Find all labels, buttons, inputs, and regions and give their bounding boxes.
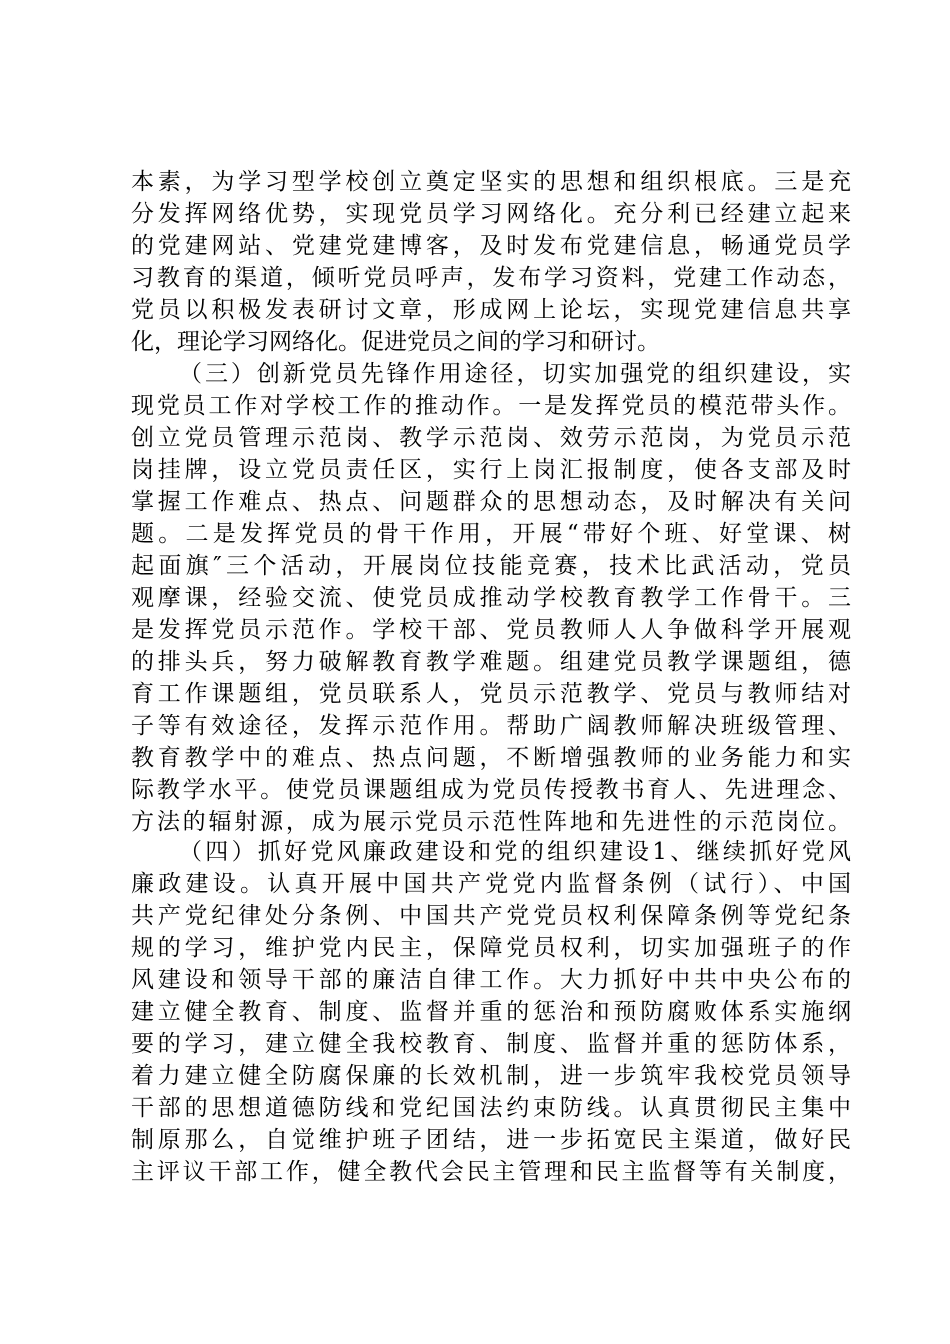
text-line: 廉政建设。认真开展中国共产党党内监督条例（试行）、中国	[131, 871, 851, 897]
text-line: 干部的思想道德防线和党纪国法约束防线。认真贯彻民主集中	[131, 1095, 851, 1121]
text-line: 际教学水平。使党员课题组成为党员传授教书育人、先进理念、	[131, 777, 851, 803]
text-line: 育工作课题组，党员联系人，党员示范教学、党员与教师结对	[131, 681, 851, 707]
text-line: 党员以积极发表研讨文章，形成网上论坛，实现党建信息共享	[131, 297, 851, 323]
text-line: 掌握工作难点、热点、问题群众的思想动态，及时解决有关问	[131, 489, 851, 515]
paragraph-block-1	[131, 166, 851, 838]
text-line: 题。二是发挥党员的骨干作用，开展“带好个班、好堂课、树	[131, 521, 851, 547]
text-line: 现党员工作对学校工作的推动作。一是发挥党员的模范带头作。	[131, 393, 851, 419]
text-line: 子等有效途径，发挥示范作用。帮助广阔教师解决班级管理、	[131, 713, 851, 739]
text-line: 化，理论学习网络化。促进党员之间的学习和研讨。	[131, 329, 660, 355]
text-line: 方法的辐射源，成为展示党员示范性阵地和先进性的示范岗位。	[131, 809, 851, 835]
text-line: 主评议干部工作，健全教代会民主管理和民主监督等有关制度，	[131, 1159, 851, 1185]
text-line: 本素，为学习型学校创立奠定坚实的思想和组织根底。三是充	[131, 169, 851, 195]
paragraph-block-2	[131, 836, 851, 1188]
text-line: 风建设和领导干部的廉洁自律工作。大力抓好中共中央公布的	[131, 967, 851, 993]
text-line: 规的学习，维护党内民主，保障党员权利，切实加强班子的作	[131, 935, 851, 961]
text-line: 岗挂牌，设立党员责任区，实行上岗汇报制度，使各支部及时	[131, 457, 851, 483]
text-line: 习教育的渠道，倾听党员呼声，发布学习资料，党建工作动态，	[131, 265, 851, 291]
text-line: 分发挥网络优势，实现党员学习网络化。充分利已经建立起来	[131, 201, 851, 227]
text-line: 着力建立健全防腐保廉的长效机制，进一步筑牢我校党员领导	[131, 1063, 851, 1089]
text-line: （三）创新党员先锋作用途径，切实加强党的组织建设，实	[179, 361, 851, 387]
text-line: 的党建网站、党建党建博客，及时发布党建信息，畅通党员学	[131, 233, 851, 259]
text-line: 制原那么，自觉维护班子团结，进一步拓宽民主渠道，做好民	[131, 1127, 851, 1153]
text-line: 建立健全教育、制度、监督并重的惩治和预防腐败体系实施纲	[131, 999, 851, 1025]
text-line: 共产党纪律处分条例、中国共产党党员权利保障条例等党纪条	[131, 903, 851, 929]
text-line: 是发挥党员示范作。学校干部、党员教师人人争做科学开展观	[131, 617, 851, 643]
text-line: 的排头兵，努力破解教育教学难题。组建党员教学课题组，德	[131, 649, 851, 675]
text-line: 创立党员管理示范岗、教学示范岗、效劳示范岗，为党员示范	[131, 425, 851, 451]
text-line: 要的学习，建立健全我校教育、制度、监督并重的惩防体系，	[131, 1031, 851, 1057]
text-line: 观摩课，经验交流、使党员成推动学校教育教学工作骨干。三	[131, 585, 851, 611]
text-line: （四）抓好党风廉政建设和党的组织建设1、继续抓好党风	[179, 839, 851, 865]
text-line: 起面旗″三个活动，开展岗位技能竞赛，技术比武活动，党员	[131, 553, 851, 579]
text-line: 教育教学中的难点、热点问题，不断增强教师的业务能力和实	[131, 745, 851, 771]
